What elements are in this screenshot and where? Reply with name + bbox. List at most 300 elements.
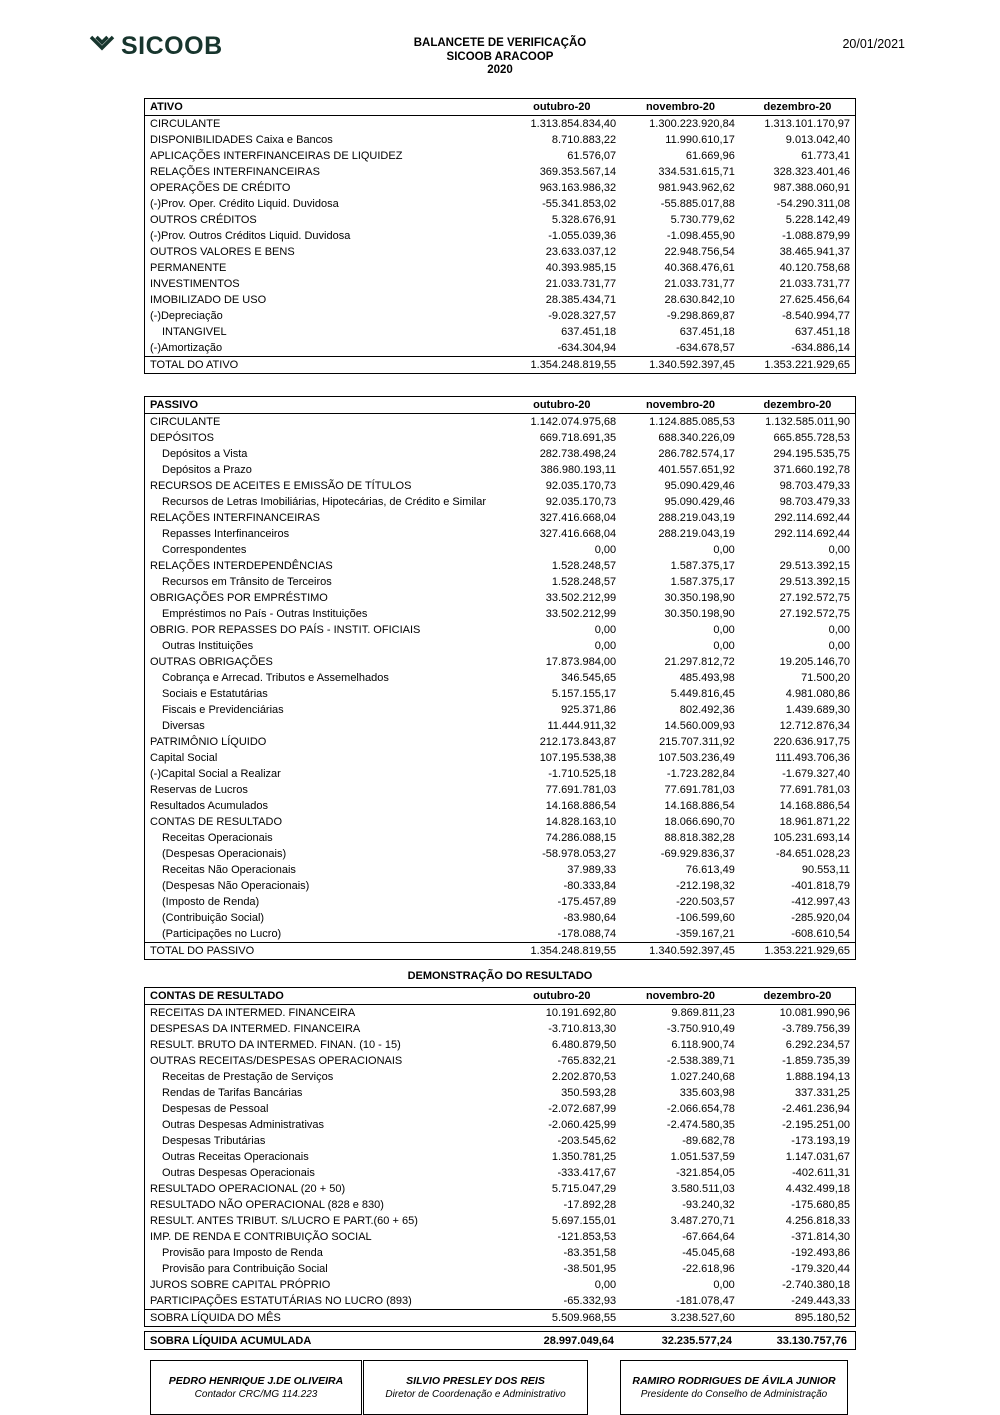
row-value: -1.723.282,84: [666, 768, 735, 780]
row-value: 669.718.691,35: [539, 432, 617, 444]
table-row: [145, 430, 856, 446]
row-value: 61.576,07: [567, 150, 617, 162]
table-row: [145, 606, 856, 622]
row-label: DEPÓSITOS: [150, 432, 214, 444]
row-value: -45.045,68: [682, 1247, 735, 1259]
row-label: RESULTADO NÃO OPERACIONAL (828 e 830): [150, 1199, 384, 1211]
row-value: -2.538.389,71: [666, 1055, 735, 1067]
row-value: 1.313.854.834,40: [530, 118, 617, 130]
row-label: Receitas Não Operacionais: [162, 864, 296, 876]
table-row: [145, 1213, 856, 1229]
ativo-table: [144, 98, 856, 374]
row-label: RESULTADO OPERACIONAL (20 + 50): [150, 1183, 346, 1195]
table-row: [145, 1229, 856, 1245]
table-row: [145, 414, 856, 431]
row-label: Despesas Tributárias: [162, 1135, 266, 1147]
row-value: 1.353.221.929,65: [764, 945, 850, 957]
row-value: -212.198,32: [676, 880, 735, 892]
row-value: -2.072.687,99: [548, 1103, 617, 1115]
row-value: -1.098.455,90: [666, 230, 735, 242]
row-label: Outras Despesas Administrativas: [162, 1119, 325, 1131]
passivo-header-row: [145, 397, 856, 414]
row-value: 0,00: [594, 1279, 617, 1291]
row-value: 61.773,41: [801, 150, 850, 162]
row-value: 485.493,98: [679, 672, 735, 684]
row-value: 0,00: [713, 624, 735, 636]
row-value: 21.033.731,77: [664, 278, 735, 290]
row-label: Fiscais e Previdenciárias: [162, 704, 284, 716]
row-value: 29.513.392,15: [779, 576, 850, 588]
table-row: [145, 750, 856, 766]
row-value: 76.613,49: [685, 864, 735, 876]
row-value: 286.782.574,17: [658, 448, 735, 460]
row-value: 334.531.615,71: [658, 166, 735, 178]
row-label: (Imposto de Renda): [162, 896, 260, 908]
row-value: 987.388.060,91: [773, 182, 850, 194]
row-value: 23.633.037,12: [545, 246, 617, 258]
row-value: -58.978.053,27: [542, 848, 617, 860]
signature-blocks: [144, 1360, 856, 1415]
row-label: Resultados Acumulados: [150, 800, 269, 812]
total-row: [145, 1310, 856, 1327]
row-value: 21.033.731,77: [545, 278, 617, 290]
row-value: 963.163.986,32: [539, 182, 617, 194]
signature-box-contador: [150, 1360, 362, 1415]
row-value: 4.981.080,86: [785, 688, 850, 700]
row-value: 1.353.221.929,65: [764, 359, 850, 371]
table-row: [145, 654, 856, 670]
row-value: 1.132.585.011,90: [765, 416, 850, 428]
table-row: [145, 196, 856, 212]
row-value: 30.350.198,90: [664, 608, 735, 620]
row-label: Cobrança e Arrecad. Tributos e Assemelhados: [162, 672, 389, 684]
row-label: RESULT. BRUTO DA INTERMED. FINAN. (10 - 15): [150, 1039, 401, 1051]
table-row: [145, 1005, 856, 1022]
row-value: -371.814,30: [791, 1231, 850, 1243]
row-value: -634.886,14: [791, 342, 850, 354]
row-label: DISPONIBILIDADES Caixa e Bancos: [150, 134, 333, 146]
row-value: -608.610,54: [791, 928, 850, 940]
row-value-novembro: 32.235.577,24: [661, 1334, 732, 1347]
row-value: 40.393.985,15: [545, 262, 617, 274]
column-header-dezembro: dezembro-20: [763, 101, 832, 113]
signature-name: SILVIO PRESLEY DOS REIS: [406, 1375, 545, 1387]
passivo-table-title: PASSIVO: [150, 399, 199, 411]
row-value: 637.451,18: [794, 326, 850, 338]
row-value: 19.205.146,70: [779, 656, 850, 668]
row-value: 11.444.911,32: [547, 720, 617, 732]
row-label: (-)Depreciação: [150, 310, 223, 322]
row-value: 28.630.842,10: [664, 294, 735, 306]
row-value: 92.035.170,73: [545, 496, 617, 508]
row-value: 0,00: [828, 544, 850, 556]
row-value: 0,00: [594, 624, 617, 636]
row-value: -9.028.327,57: [548, 310, 617, 322]
row-label: INVESTIMENTOS: [150, 278, 240, 290]
row-value-dezembro: 33.130.757,76: [776, 1334, 847, 1347]
table-row: [145, 478, 856, 494]
row-value: 14.168.886,54: [664, 800, 735, 812]
table-row: [145, 734, 856, 750]
column-header-outubro: outubro-20: [533, 990, 591, 1002]
row-value: 0,00: [594, 544, 617, 556]
row-value: -192.493,86: [791, 1247, 850, 1259]
table-row: [145, 308, 856, 324]
row-value: 3.580.511,03: [671, 1183, 735, 1195]
row-value: 0,00: [713, 1279, 735, 1291]
row-value: 371.660.192,78: [773, 464, 850, 476]
row-value: -54.290.311,08: [776, 198, 850, 210]
table-row: [145, 926, 856, 943]
row-value: 8.710.883,22: [551, 134, 617, 146]
table-row: [145, 814, 856, 830]
row-label: Outras Receitas Operacionais: [162, 1151, 309, 1163]
row-label: IMOBILIZADO DE USO: [150, 294, 267, 306]
row-value: 5.697.155,01: [551, 1215, 617, 1227]
row-value: -2.740.380,18: [782, 1279, 850, 1291]
table-row: [145, 846, 856, 862]
row-value: 665.855.728,53: [773, 432, 850, 444]
row-label: Outras Instituições: [162, 640, 254, 652]
row-value: 1.888.194,13: [785, 1071, 850, 1083]
row-value: -83.980,64: [563, 912, 617, 924]
row-value: -1.679.327,40: [782, 768, 850, 780]
row-label: OBRIG. POR REPASSES DO PAÍS - INSTIT. OFICIAIS: [150, 624, 421, 636]
table-row: [145, 324, 856, 340]
table-row: [145, 260, 856, 276]
row-value: 88.818.382,28: [664, 832, 735, 844]
row-value: 111.493.706,36: [775, 752, 850, 764]
row-label: INTANGIVEL: [162, 326, 227, 338]
row-value: -634.304,94: [557, 342, 617, 354]
table-row: [145, 878, 856, 894]
row-value: -412.997,43: [791, 896, 850, 908]
table-row: [145, 340, 856, 357]
row-label: TOTAL DO PASSIVO: [150, 945, 255, 957]
row-value: 6.292.234,57: [785, 1039, 850, 1051]
row-value: 369.353.567,14: [539, 166, 617, 178]
signature-box-diretor: [363, 1360, 588, 1415]
table-row: [145, 782, 856, 798]
row-value: 29.513.392,15: [779, 560, 850, 572]
sobra-liquida-acumulada-row: [144, 1331, 856, 1350]
row-value: 1.350.781,25: [551, 1151, 617, 1163]
row-label: Empréstimos no País - Outras Instituições: [162, 608, 368, 620]
row-value: 328.323.401,46: [773, 166, 850, 178]
table-row: [145, 910, 856, 926]
row-value: -67.664,64: [682, 1231, 735, 1243]
row-value: 1.340.592.397,45: [649, 359, 735, 371]
table-row: [145, 590, 856, 606]
row-value: -2.461.236,94: [782, 1103, 850, 1115]
row-value: -3.710.813,30: [548, 1023, 617, 1035]
row-value: -178.088,74: [557, 928, 617, 940]
row-value: 27.625.456,64: [779, 294, 850, 306]
row-value: 27.192.572,75: [779, 608, 850, 620]
dre-header-row: [145, 988, 856, 1005]
row-label: PERMANENTE: [150, 262, 227, 274]
row-value: 21.033.731,77: [779, 278, 850, 290]
row-value: 346.545,65: [561, 672, 617, 684]
table-row: [145, 446, 856, 462]
row-value: 0,00: [828, 640, 850, 652]
row-label: OBRIGAÇÕES POR EMPRÉSTIMO: [150, 592, 328, 604]
row-value: 1.528.248,57: [551, 576, 617, 588]
row-label: (Contribuição Social): [162, 912, 265, 924]
row-label: PARTICIPAÇÕES ESTATUTÁRIAS NO LUCRO (893): [150, 1295, 412, 1307]
row-value: 895.180,52: [794, 1312, 850, 1324]
row-label: (Despesas Operacionais): [162, 848, 287, 860]
row-value: -2.060.425,99: [548, 1119, 617, 1131]
table-row: [145, 686, 856, 702]
row-value: 4.256.818,33: [785, 1215, 850, 1227]
row-label: IMP. DE RENDA E CONTRIBUIÇÃO SOCIAL: [150, 1231, 372, 1243]
row-value: -220.503,57: [676, 896, 735, 908]
row-label: Recursos em Trânsito de Terceiros: [162, 576, 332, 588]
table-row: [145, 766, 856, 782]
row-value: 1.147.031,67: [785, 1151, 850, 1163]
row-label: Receitas Operacionais: [162, 832, 273, 844]
row-value: -249.443,33: [791, 1295, 850, 1307]
row-value: 1.124.885.085,53: [649, 416, 735, 428]
row-value: -2.066.654,78: [666, 1103, 735, 1115]
row-label: APLICAÇÕES INTERFINANCEIRAS DE LIQUIDEZ: [150, 150, 403, 162]
row-value: 5.328.676,91: [551, 214, 617, 226]
row-label: Repasses Interfinanceiros: [162, 528, 290, 540]
row-value: 22.948.756,54: [664, 246, 735, 258]
row-value: 6.480.879,50: [551, 1039, 617, 1051]
row-value: 688.340.226,09: [658, 432, 735, 444]
row-value: -22.618,96: [682, 1263, 735, 1275]
column-header-outubro: outubro-20: [533, 399, 591, 411]
row-label: Sociais e Estatutárias: [162, 688, 268, 700]
table-row: [145, 180, 856, 196]
table-row: [145, 638, 856, 654]
row-value: 981.943.962,62: [658, 182, 735, 194]
row-label: CONTAS DE RESULTADO: [150, 816, 283, 828]
row-value: 1.439.689,30: [785, 704, 850, 716]
row-label: OUTRAS OBRIGAÇÕES: [150, 656, 273, 668]
table-row: [145, 494, 856, 510]
row-label: Diversas: [162, 720, 205, 732]
row-value: -69.929.836,37: [660, 848, 735, 860]
row-value: 95.090.429,46: [664, 496, 735, 508]
row-label: DESPESAS DA INTERMED. FINANCEIRA: [150, 1023, 361, 1035]
row-value: 77.691.781,03: [779, 784, 850, 796]
row-value: -402.611,31: [792, 1167, 850, 1179]
row-value: 1.354.248.819,55: [530, 945, 617, 957]
row-value: 14.168.886,54: [779, 800, 850, 812]
row-value: 95.090.429,46: [664, 480, 735, 492]
ativo-table-title: ATIVO: [150, 101, 183, 113]
row-value: 71.500,20: [801, 672, 850, 684]
table-row: [145, 1277, 856, 1293]
row-label: Provisão para Contribuição Social: [162, 1263, 328, 1275]
passivo-table: [144, 396, 856, 960]
row-value: -173.193,19: [791, 1135, 850, 1147]
row-value: -1.055.039,36: [548, 230, 617, 242]
row-value: -9.298.869,87: [666, 310, 735, 322]
row-value: 6.118.900,74: [671, 1039, 735, 1051]
row-value: 30.350.198,90: [664, 592, 735, 604]
signature-role: Presidente do Conselho de Administração: [640, 1389, 828, 1400]
row-label: TOTAL DO ATIVO: [150, 359, 239, 371]
row-value: 1.027.240,68: [670, 1071, 735, 1083]
row-value: 2.202.870,53: [551, 1071, 617, 1083]
row-value: 27.192.572,75: [779, 592, 850, 604]
row-label: Despesas de Pessoal: [162, 1103, 269, 1115]
table-row: [145, 116, 856, 133]
table-row: [145, 702, 856, 718]
table-row: [145, 1037, 856, 1053]
row-value: 107.503.236,49: [658, 752, 735, 764]
row-value: 9.869.811,23: [671, 1007, 735, 1019]
table-row: [145, 622, 856, 638]
column-header-novembro: novembro-20: [645, 990, 716, 1002]
total-row: [145, 357, 856, 374]
table-row: [145, 228, 856, 244]
row-value: -84.651.028,23: [775, 848, 850, 860]
row-value: -3.750.910,49: [666, 1023, 735, 1035]
row-value: 220.636.917,75: [773, 736, 850, 748]
table-row: [145, 1101, 856, 1117]
signature-name: PEDRO HENRIQUE J.DE OLIVEIRA: [168, 1375, 344, 1387]
row-value: 1.354.248.819,55: [530, 359, 617, 371]
row-value: 637.451,18: [679, 326, 735, 338]
column-header-dezembro: dezembro-20: [763, 399, 832, 411]
row-value: 327.416.668,04: [539, 528, 617, 540]
row-value: -38.501,95: [563, 1263, 617, 1275]
row-value: -3.789.756,39: [782, 1023, 850, 1035]
page-header: [0, 0, 1000, 98]
row-value: -181.078,47: [676, 1295, 735, 1307]
dre-table: [144, 987, 856, 1327]
table-row: [145, 1133, 856, 1149]
title-line-1: BALANCETE DE VERIFICAÇÃO: [413, 37, 587, 49]
column-header-dezembro: dezembro-20: [763, 990, 832, 1002]
table-row: [145, 718, 856, 734]
table-row: [145, 1117, 856, 1133]
row-value: 3.238.527,60: [670, 1312, 735, 1324]
table-row: [145, 132, 856, 148]
row-value: -1.710.525,18: [548, 768, 617, 780]
row-value: 5.449.816,45: [670, 688, 735, 700]
row-value: 5.715.047,29: [551, 1183, 617, 1195]
row-value: 38.465.941,37: [779, 246, 850, 258]
row-value: 77.691.781,03: [664, 784, 735, 796]
row-label: Recursos de Letras Imobiliárias, Hipotecárias, de Crédito e Similar: [162, 496, 487, 508]
row-value: -65.332,93: [563, 1295, 617, 1307]
row-label: CIRCULANTE: [150, 416, 221, 428]
row-label: Provisão para Imposto de Renda: [162, 1247, 323, 1259]
row-label: RECURSOS DE ACEITES E EMISSÃO DE TÍTULOS: [150, 480, 412, 492]
row-value: 40.120.758,68: [779, 262, 850, 274]
row-value: -285.920,04: [791, 912, 850, 924]
row-value: 77.691.781,03: [545, 784, 617, 796]
row-value: 37.989,33: [567, 864, 617, 876]
signature-role: Diretor de Coordenação e Administrativo: [385, 1389, 566, 1400]
row-value: -175.457,89: [557, 896, 617, 908]
row-value: 18.961.871,22: [779, 816, 850, 828]
row-label: OPERAÇÕES DE CRÉDITO: [150, 182, 291, 194]
row-label: Outras Despesas Operacionais: [162, 1167, 315, 1179]
row-value: -89.682,78: [682, 1135, 735, 1147]
row-value: 10.191.692,80: [545, 1007, 617, 1019]
row-value: 1.587.375,17: [670, 576, 735, 588]
table-row: [145, 862, 856, 878]
table-row: [145, 1181, 856, 1197]
row-value: 74.286.088,15: [545, 832, 617, 844]
table-row: [145, 1053, 856, 1069]
table-row: [145, 212, 856, 228]
row-value: 335.603,98: [679, 1087, 735, 1099]
row-value: 90.553,11: [801, 864, 850, 876]
table-row: [145, 276, 856, 292]
row-value: 5.509.968,55: [551, 1312, 617, 1324]
row-value: 98.703.479,33: [779, 480, 850, 492]
row-value: 28.385.434,71: [545, 294, 617, 306]
row-value: 17.873.984,00: [545, 656, 617, 668]
row-label: (-)Capital Social a Realizar: [150, 768, 281, 780]
row-label: (Despesas Não Operacionais): [162, 880, 310, 892]
row-value: 3.487.270,71: [670, 1215, 735, 1227]
row-value: 1.313.101.170,97: [764, 118, 850, 130]
row-value: 92.035.170,73: [545, 480, 617, 492]
row-label: RELAÇÕES INTERFINANCEIRAS: [150, 512, 320, 524]
row-label: Depósitos a Prazo: [162, 464, 252, 476]
row-value: -359.167,21: [676, 928, 735, 940]
row-value: -80.333,84: [563, 880, 617, 892]
row-label: SOBRA LÍQUIDA DO MÊS: [150, 1312, 281, 1324]
row-value: 0,00: [713, 640, 735, 652]
ativo-header-row: [145, 99, 856, 116]
table-row: [145, 1069, 856, 1085]
row-label: OUTROS CRÉDITOS: [150, 214, 257, 226]
row-label: SOBRA LÍQUIDA ACUMULADA: [150, 1334, 312, 1347]
row-value: 14.828.163,10: [545, 816, 617, 828]
row-label: (-)Prov. Oper. Crédito Liquid. Duvidosa: [150, 198, 339, 210]
row-value: 401.557.651,92: [658, 464, 735, 476]
row-value: -55.341.853,02: [542, 198, 617, 210]
row-label: Correspondentes: [162, 544, 247, 556]
row-value: -203.545,62: [557, 1135, 617, 1147]
row-value: -321.854,05: [676, 1167, 735, 1179]
row-value: -634.678,57: [676, 342, 735, 354]
row-label: Depósitos a Vista: [162, 448, 248, 460]
table-row: [145, 1197, 856, 1213]
table-row: [145, 462, 856, 478]
row-value: 14.168.886,54: [545, 800, 617, 812]
row-value: 0,00: [713, 544, 735, 556]
row-value: 4.432.499,18: [785, 1183, 850, 1195]
table-row: [145, 1245, 856, 1261]
row-value: 18.066.690,70: [664, 816, 735, 828]
row-value: -121.853,53: [557, 1231, 617, 1243]
row-label: OUTRAS RECEITAS/DESPESAS OPERACIONAIS: [150, 1055, 403, 1067]
table-row: [145, 526, 856, 542]
row-label: RELAÇÕES INTERFINANCEIRAS: [150, 166, 320, 178]
table-row: [145, 1293, 856, 1310]
row-value: -93.240,32: [682, 1199, 735, 1211]
table-row: [145, 164, 856, 180]
row-value: 1.300.223.920,84: [649, 118, 735, 130]
table-row: [145, 894, 856, 910]
report-date: 20/01/2021: [842, 37, 905, 51]
row-value: 1.587.375,17: [670, 560, 735, 572]
row-value: 1.051.537,59: [670, 1151, 735, 1163]
row-value: 107.195.538,38: [539, 752, 617, 764]
row-value: 98.703.479,33: [779, 496, 850, 508]
